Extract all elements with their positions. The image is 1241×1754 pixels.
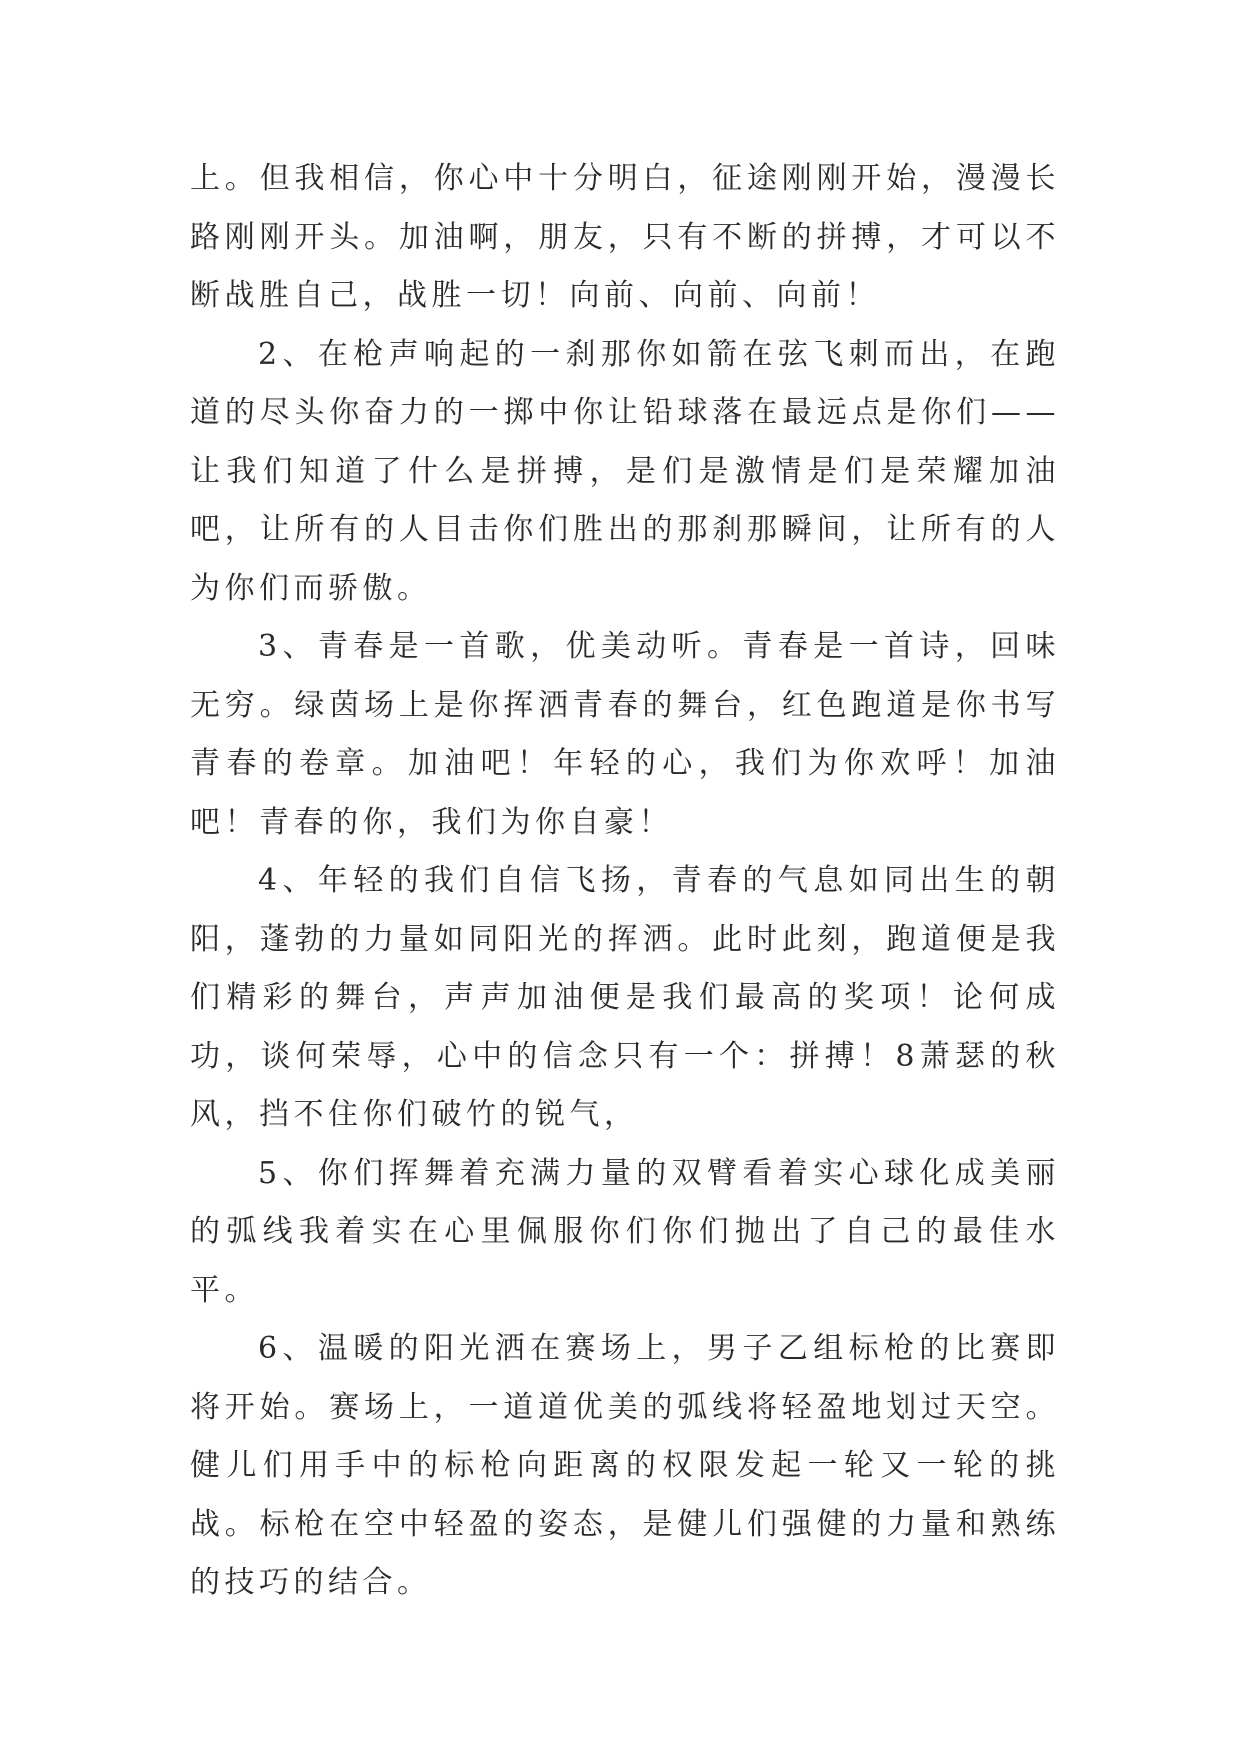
document-body bbox=[190, 150, 1060, 1613]
paragraph-item-2: 2、在枪声响起的一刹那你如箭在弦飞刺而出，在跑道的尽头你奋力的一掷中你让铅球落在最远点是你们——让我们知道了什么是拼搏，是们是激情是们是荣耀加油吧，让所有的人目击你们胜出的那刹那瞬间，让所有的人为你们而骄傲。 bbox=[190, 336, 1060, 606]
paragraph-item-6: 6、温暖的阳光洒在赛场上，男子乙组标枪的比赛即将开始。赛场上，一道道优美的弧线将轻盈地划过天空。健儿们用手中的标枪向距离的权限发起一轮又一轮的挑战。标枪在空中轻盈的姿态，是健儿们强健的力量和熟练的技巧的结合。 bbox=[190, 1331, 1060, 1600]
paragraph-continuation: 上。但我相信，你心中十分明白，征途刚刚开始，漫漫长路刚刚开头。加油啊，朋友，只有不断的拼搏，才可以不断战胜自己，战胜一切！向前、向前、向前！ bbox=[190, 161, 1060, 313]
paragraph-item-5: 5、你们挥舞着充满力量的双臂看着实心球化成美丽的弧线我着实在心里佩服你们你们抛出了自己的最佳水平。 bbox=[190, 1155, 1060, 1308]
paragraph-item-4: 4、年轻的我们自信飞扬，青春的气息如同出生的朝阳，蓬勃的力量如同阳光的挥洒。此时此刻，跑道便是我们精彩的舞台，声声加油便是我们最高的奖项！论何成功，谈何荣辱，心中的信念只有一个：拼搏！8萧瑟的秋风，挡不住你们破竹的锐气， bbox=[190, 863, 1060, 1132]
paragraph-item-3: 3、青春是一首歌，优美动听。青春是一首诗，回味无穷。绿茵场上是你挥洒青春的舞台，红色跑道是你书写青春的卷章。加油吧！年轻的心，我们为你欢呼！加油吧！青春的你，我们为你自豪！ bbox=[190, 629, 1060, 840]
